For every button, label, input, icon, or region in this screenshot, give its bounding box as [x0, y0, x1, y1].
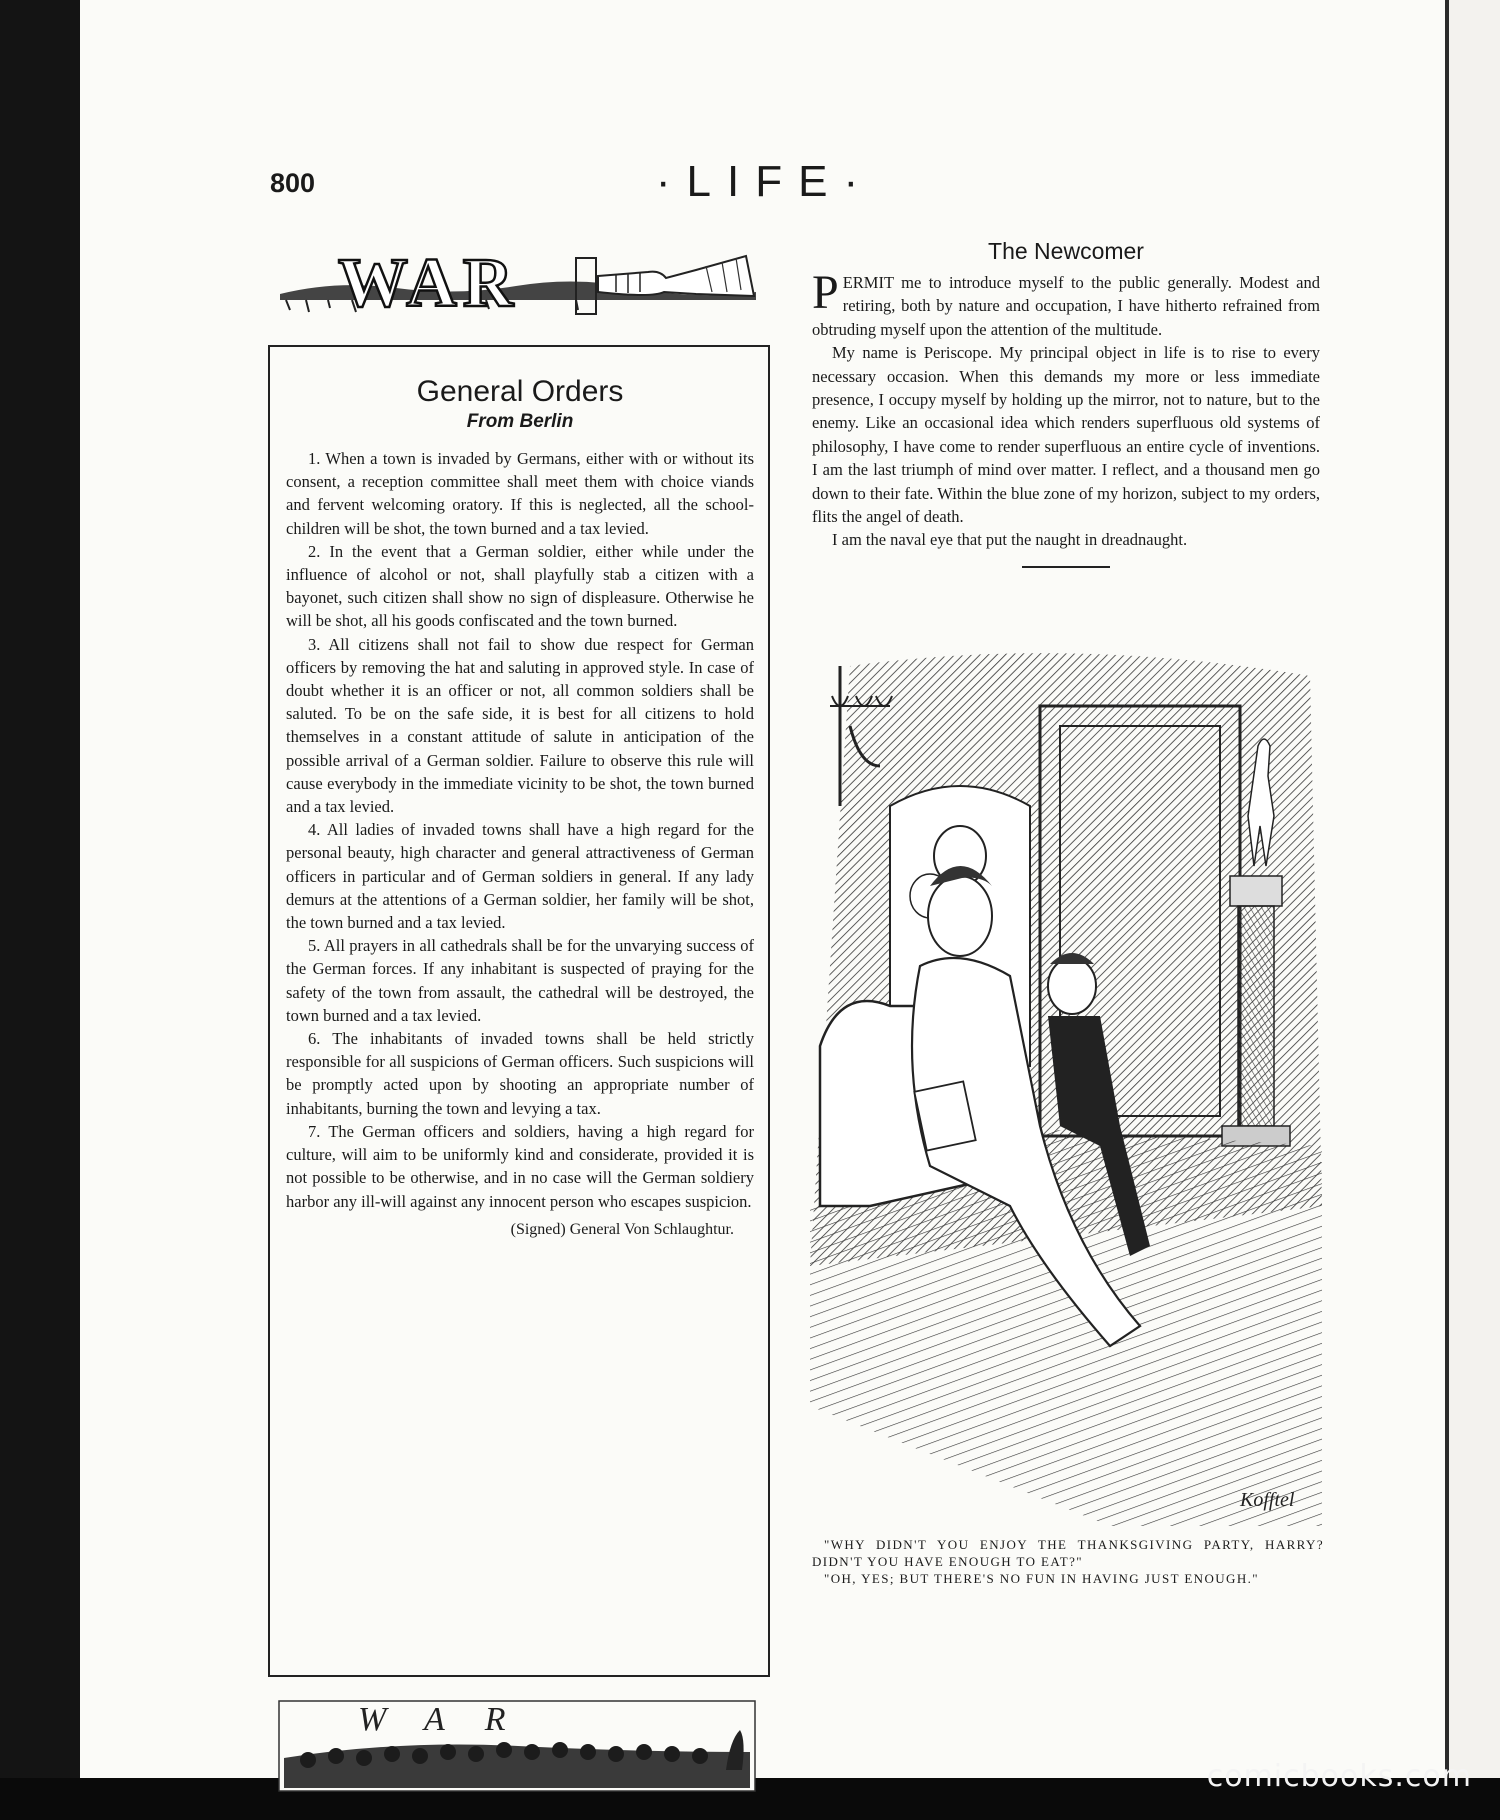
caption-line: "OH, YES; BUT THERE'S NO FUN IN HAVING JUST ENOUGH." [824, 1571, 1259, 1586]
order-item: 7. The German officers and soldiers, having a high regard for culture, will aim to be uniformly kind and considerate, provided it is not possible to be otherwise, and in no case will the German soldiery harbor any ill-will against any innocent person who escapes suspicion. [286, 1121, 754, 1211]
scan-left-edge [0, 0, 80, 1778]
orders-signature: (Signed) General Von Schlaughtur. [510, 1220, 734, 1238]
newcomer-paragraph: PERMIT me to introduce myself to the public generally. Modest and retiring, both by nature and occupation, I have hitherto refrained from obtruding myself upon the attention of the multitude. [812, 266, 1320, 339]
general-orders-title: General Orders [416, 375, 624, 408]
caption-line: "WHY DIDN'T YOU ENJOY THE THANKSGIVING PARTY, HARRY? DIDN'T YOU HAVE ENOUGH TO EAT?" [812, 1537, 1324, 1569]
order-item: 1. When a town is invaded by Germans, either with or without its consent, a reception committee shall meet them with choice viands and fervent welcoming oratory. If this is neglected, all the school-children will be shot, the town burned and a tax levied. [286, 449, 754, 538]
war-footer-illustration [278, 1700, 756, 1792]
cartoon-caption [812, 1536, 1324, 1587]
facing-page-edge [1445, 0, 1500, 1778]
dropcap: P [812, 266, 839, 319]
order-item: 4. All ladies of invaded towns shall have a high regard for the personal beauty, high character and general attractiveness of German officers in particular and of German soldiers in general. If any lady demurs at the attentions of a German soldier, her family will be shot, the town burned and a tax levied. [286, 820, 754, 933]
war-banner-illustration [276, 236, 760, 324]
general-orders-box [268, 345, 770, 1677]
newcomer-paragraph: I am the naval eye that put the naught in dreadnaught. [832, 530, 1188, 550]
artist-signature: Kofftel [1240, 1489, 1295, 1511]
cartoon-illustration [810, 646, 1322, 1526]
pointing-hand-icon [598, 256, 754, 296]
general-orders-subtitle: From Berlin [466, 411, 574, 432]
page-number: 800 [270, 168, 316, 198]
banner-war-lettering: WAR [338, 245, 520, 322]
footer-war-lettering: WAR [358, 1701, 546, 1738]
order-item: 2. In the event that a German soldier, either while under the influence of alcohol or not, shall playfully stab a citizen with a bayonet, such citizen shall show no sign of displeasure. Otherwise he will be shot, all his goods confiscated and the town burned. [286, 541, 754, 631]
newcomer-article [812, 238, 1320, 568]
newcomer-title: The Newcomer [988, 238, 1144, 264]
magazine-title: ·LIFE· [655, 157, 875, 206]
newcomer-paragraph: My name is Periscope. My principal object in life is to rise to every necessary occasion. When this demands my more or less immediate presence, I occupy myself by holding up the mirror, not to nature, but to the enemy. Like an occasional idea which renders superfluous old systems of philosophy, I have come to render superfluous an entire cycle of inventions. I am the last triumph of mind over matter. I reflect, and a thousand men go down to their fate. Within the blue zone of my horizon, subject to my orders, flits the angel of death. [812, 343, 1320, 527]
order-item: 3. All citizens shall not fail to show due respect for German officers by removing the hat and saluting in approved style. In case of doubt whether it is an officer or not, all common soldiers shall be saluted. To be on the safe side, it is best for all citizens to hold themselves in a constant attitude of salute in anticipation of the possible arrival of a German soldier. Failure to observe this rule will cause everybody in the immediate vicinity to be shot, the town burned and a tax levied. [286, 634, 754, 817]
section-divider [1022, 566, 1110, 568]
order-item: 6. The inhabitants of invaded towns shall be held strictly responsible for all suspicions of German officers. Such suspicions will be promptly acted upon by shooting an appropriate number of inhabitants, burning the town and levying a tax. [286, 1029, 754, 1118]
order-item: 5. All prayers in all cathedrals shall be for the unvarying success of the German forces. If any inhabitant is suspected of praying for the safety of the town from assault, the cathedral will be destroyed, the town burned and a tax levied. [286, 936, 754, 1025]
watermark: comicbooks.com [1206, 1759, 1472, 1794]
